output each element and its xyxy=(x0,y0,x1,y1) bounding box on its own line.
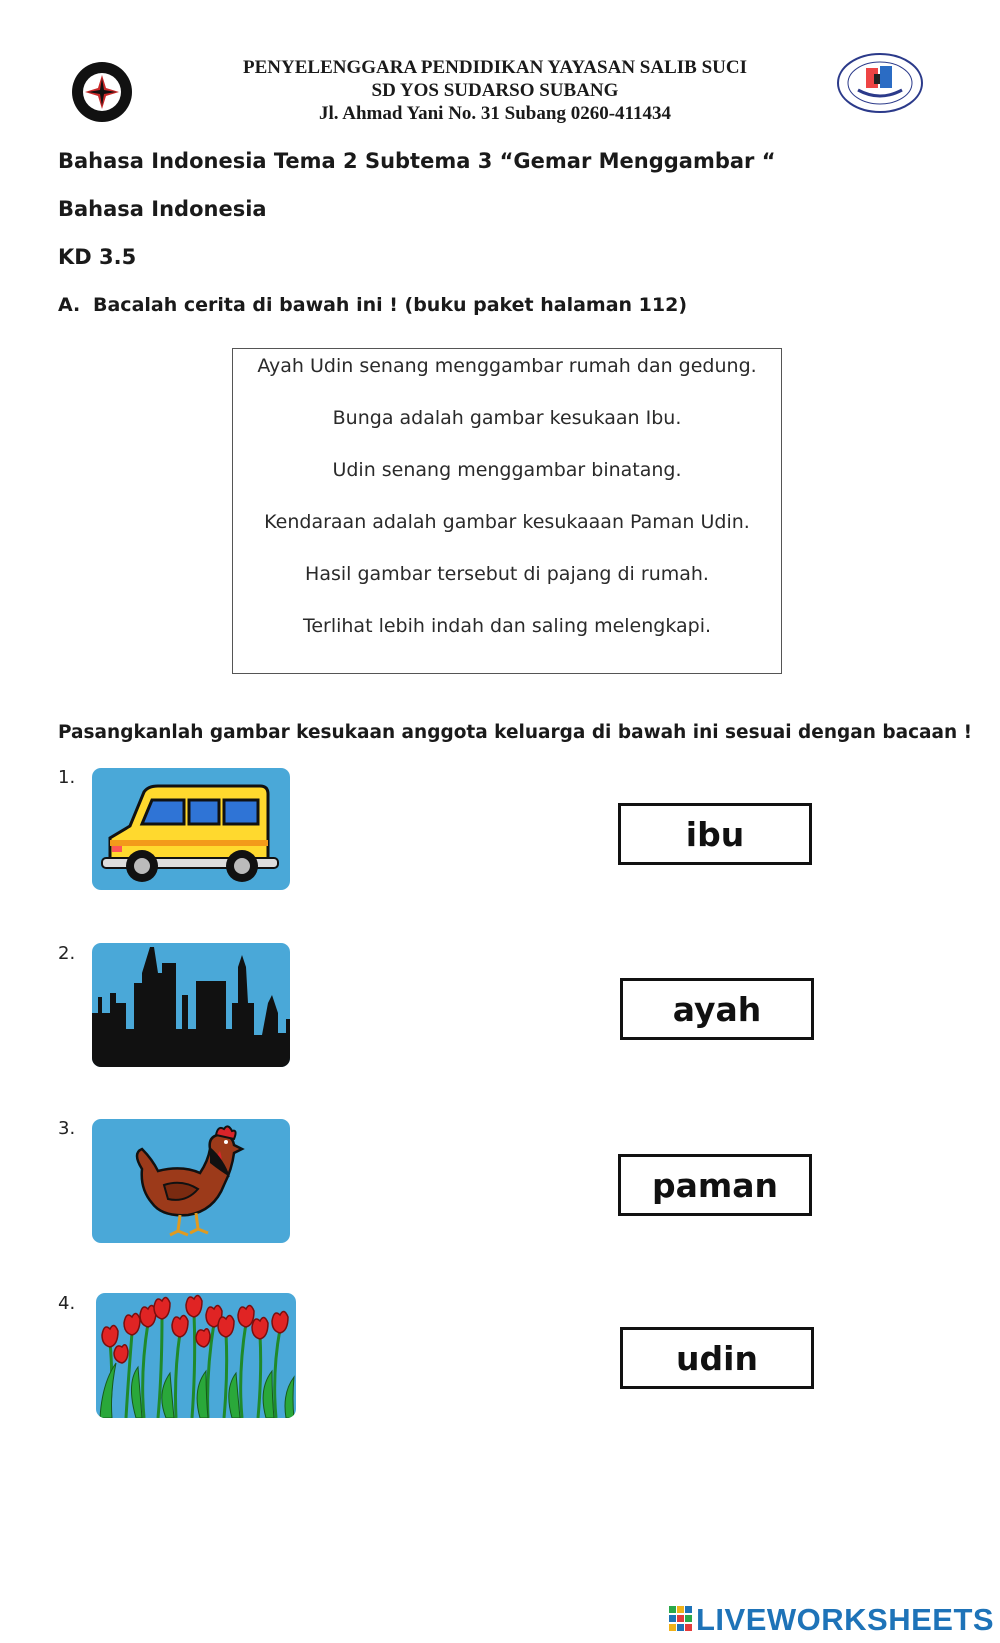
header-foundation: PENYELENGGARA PENDIDIKAN YAYASAN SALIB SUCI xyxy=(243,57,747,78)
item-number: 3. xyxy=(58,1118,76,1139)
answer-box-paman[interactable]: paman xyxy=(618,1154,812,1216)
liveworksheets-icon xyxy=(669,1606,693,1632)
answer-box-ibu[interactable]: ibu xyxy=(618,803,812,865)
kd-label: KD 3.5 xyxy=(58,245,137,269)
item-number: 1. xyxy=(58,767,76,788)
city-skyline-picture[interactable] xyxy=(92,943,290,1067)
story-line: Kendaraan adalah gambar kesukaaan Paman Udin. xyxy=(264,511,750,533)
story-line: Hasil gambar tersebut di pajang di rumah. xyxy=(305,563,709,585)
tulips-picture[interactable] xyxy=(96,1293,296,1418)
story-box xyxy=(232,348,782,674)
section-a-marker: A. xyxy=(58,294,81,316)
item-number: 2. xyxy=(58,943,76,964)
story-line: Bunga adalah gambar kesukaan Ibu. xyxy=(332,407,682,429)
answer-box-ayah[interactable]: ayah xyxy=(620,978,814,1040)
story-line: Udin senang menggambar binatang. xyxy=(332,459,682,481)
header-school-name: SD YOS SUDARSO SUBANG xyxy=(371,80,619,101)
item-number: 4. xyxy=(58,1293,76,1314)
story-line: Terlihat lebih indah dan saling melengkapi. xyxy=(302,615,712,637)
header-address: Jl. Ahmad Yani No. 31 Subang 0260-411434 xyxy=(319,103,671,124)
worksheet-title: Bahasa Indonesia Tema 2 Subtema 3 “Gemar Menggambar “ xyxy=(58,149,776,173)
liveworksheets-brand[interactable]: LIVEWORKSHEETS xyxy=(696,1602,995,1637)
subject-label: Bahasa Indonesia xyxy=(58,197,267,221)
section-a-instruction: Bacalah cerita di bawah ini ! (buku paket halaman 112) xyxy=(93,294,688,316)
answer-box-udin[interactable]: udin xyxy=(620,1327,814,1389)
car-picture[interactable] xyxy=(92,768,290,890)
story-line: Ayah Udin senang menggambar rumah dan gedung. xyxy=(257,355,757,377)
chicken-picture[interactable] xyxy=(92,1119,290,1243)
yayasan-logo xyxy=(66,56,138,128)
school-logo xyxy=(836,52,924,114)
match-instruction: Pasangkanlah gambar kesukaan anggota keluarga di bawah ini sesuai dengan bacaan ! xyxy=(58,722,973,743)
